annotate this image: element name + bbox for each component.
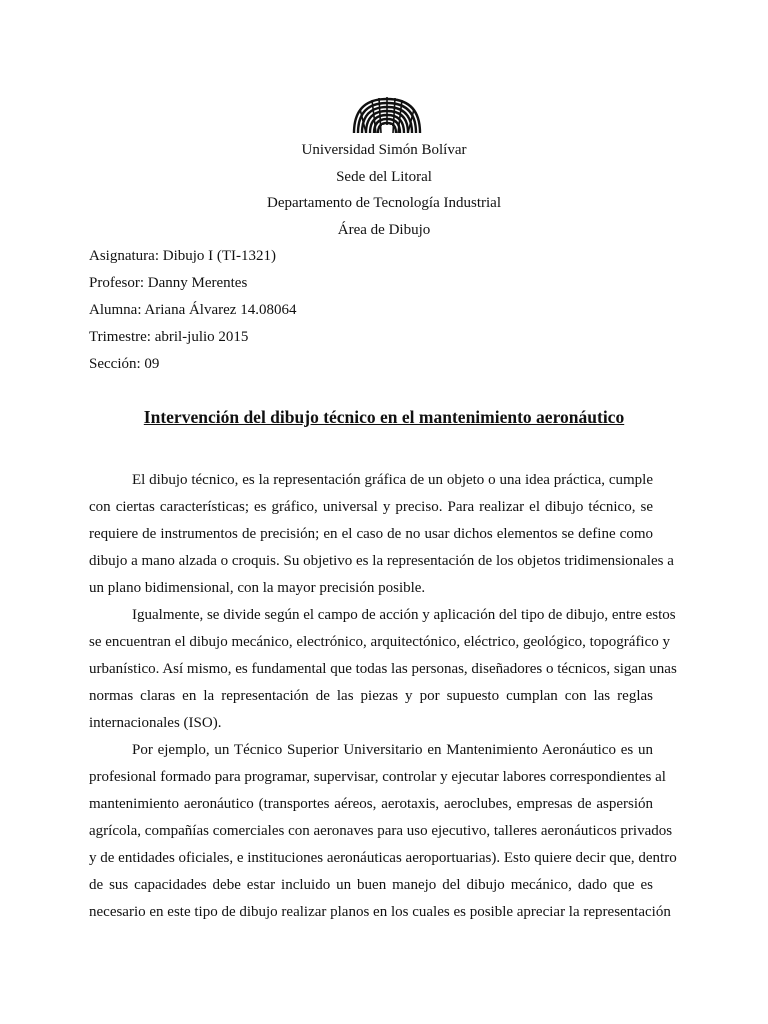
university-logo-icon xyxy=(350,95,424,135)
text-line: El dibujo técnico, es la representación gráfica de un objeto o una idea práctica, cumple xyxy=(132,472,653,488)
text-line: internacionales (ISO). xyxy=(89,715,222,731)
university-name: Universidad Simón Bolívar xyxy=(301,142,467,158)
institution-header xyxy=(0,137,768,243)
paragraph xyxy=(89,602,677,737)
text-line: mantenimiento aeronáutico (transportes aéreos, aerotaxis, aeroclubes, empresas de aspersión xyxy=(89,796,653,812)
text-line: urbanístico. Así mismo, es fundamental que todas las personas, diseñadores o técnicos, sigan unas xyxy=(89,661,677,677)
text-line: Igualmente, se divide según el campo de acción y aplicación del tipo de dibujo, entre estos xyxy=(132,607,676,623)
paragraph xyxy=(89,737,677,926)
area-name: Área de Dibujo xyxy=(337,221,431,238)
document-body xyxy=(89,467,677,926)
text-line: normas claras en la representación de las piezas y por supuesto cumplan con las reglas xyxy=(89,688,653,704)
term-line: Trimestre: abril-julio 2015 xyxy=(89,329,249,345)
text-line: un plano bidimensional, con la mayor precisión posible. xyxy=(89,580,426,596)
text-line: se encuentran el dibujo mecánico, electrónico, arquitectónico, eléctrico, geológico, topográfico y xyxy=(89,634,671,650)
text-line: de sus capacidades debe estar incluido un buen manejo del dibujo mecánico, dado que es xyxy=(89,877,653,893)
text-line: y de entidades oficiales, e instituciones aeronáuticas aeroportuarias). Esto quiere decir que, dentro xyxy=(89,850,677,866)
course-info xyxy=(89,243,296,378)
section-line: Sección: 09 xyxy=(89,356,160,372)
document-title: Intervención del dibujo técnico en el mantenimiento aeronáutico xyxy=(143,407,625,427)
text-line: dibujo a mano alzada o croquis. Su objetivo es la representación de los objetos tridimensionales a xyxy=(89,553,674,569)
text-line: necesario en este tipo de dibujo realizar planos en los cuales es posible apreciar la representación xyxy=(89,904,671,920)
department-name: Departamento de Tecnología Industrial xyxy=(266,195,501,211)
text-line: requiere de instrumentos de precisión; en el caso de no usar dichos elementos se define como xyxy=(89,526,653,542)
text-line: agrícola, compañías comerciales con aeronaves para uso ejecutivo, talleres aeronáuticos privados xyxy=(89,823,673,839)
text-line: profesional formado para programar, supervisar, controlar y ejecutar labores correspondientes al xyxy=(89,769,666,785)
student-line: Alumna: Ariana Álvarez 14.08064 xyxy=(89,302,297,318)
paragraph xyxy=(89,467,674,602)
campus-name: Sede del Litoral xyxy=(336,168,432,185)
subject-line: Asignatura: Dibujo I (TI-1321) xyxy=(89,248,277,264)
professor-line: Profesor: Danny Merentes xyxy=(89,275,248,291)
text-line: Por ejemplo, un Técnico Superior Universitario en Mantenimiento Aeronáutico es un xyxy=(132,742,653,758)
text-line: con ciertas características; es gráfico, universal y preciso. Para realizar el dibujo técnico, se xyxy=(89,499,653,515)
